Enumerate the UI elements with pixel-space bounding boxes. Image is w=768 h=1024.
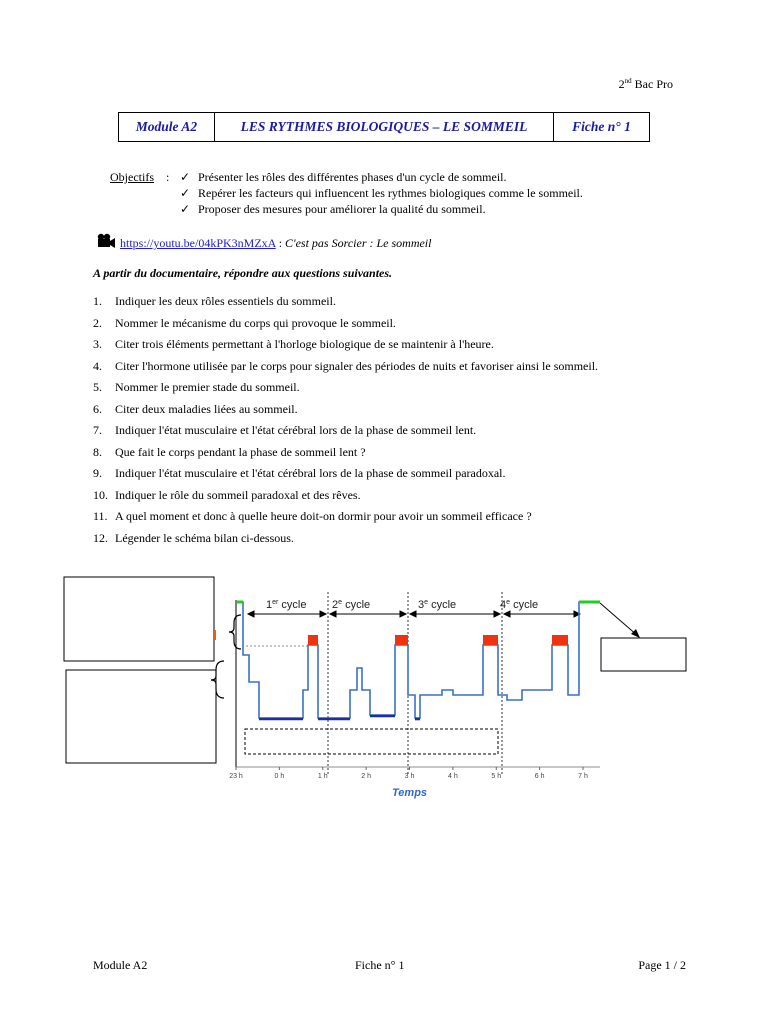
footer-left: Module A2 [93, 958, 148, 972]
checkmark-icon: ✓ [180, 186, 191, 200]
title-cell: LES RYTHMES BIOLOGIQUES – LE SOMMEIL [215, 113, 554, 142]
question-item: 10. Indiquer le rôle du sommeil paradoxal et des rêves. [93, 487, 361, 502]
question-item: 1. Indiquer les deux rôles essentiels du sommeil. [93, 294, 336, 308]
sleep-cycle-diagram [60, 570, 700, 810]
objective-item: ✓ Repérer les facteurs qui influencent les rythmes biologiques comme le sommeil. [180, 186, 583, 200]
video-separator: : [275, 236, 286, 250]
time-tick-label: 3 h [404, 773, 415, 780]
time-tick-label: 2 h [361, 773, 371, 780]
time-tick-label: 23 h [229, 773, 243, 780]
video-link[interactable]: https://youtu.be/04kPK3nMZxA [120, 236, 276, 250]
brace-upper [229, 615, 241, 649]
fiche-cell: Fiche n° 1 [554, 113, 650, 142]
question-item: 2. Nommer le mécanisme du corps qui provoque le sommeil. [93, 315, 396, 330]
camera-icon [96, 233, 116, 253]
question-item: 7. Indiquer l'état musculaire et l'état cérébral lors de la phase de sommeil lent. [93, 423, 477, 437]
cycle-label: 4e cycle [500, 599, 539, 611]
question-item: 3. Citer trois éléments permettant à l'horloge biologique de se maintenir à l'heure. [93, 337, 494, 351]
video-reference [96, 233, 431, 253]
arrow-head [631, 629, 640, 638]
header-table [118, 112, 650, 142]
cycle-label: 2e cycle [332, 599, 371, 611]
time-tick-label: 1 h [317, 773, 328, 780]
objectives-colon: : [166, 170, 170, 184]
instructions-heading: A partir du documentaire, répondre aux questions suivantes. [93, 266, 393, 280]
question-item: 8. Que fait le corps pendant la phase de sommeil lent ? [93, 444, 366, 459]
question-item: 6. Citer deux maladies liées au sommeil. [93, 401, 298, 416]
questions-list [93, 294, 693, 552]
question-item: 4. Citer l'hormone utilisée par le corps pour signaler des périodes de nuits et favoriser ainsi le sommeil. [93, 358, 599, 373]
footer-right: Page 1 / 2 [638, 958, 686, 972]
time-tick-label: 0 h [274, 773, 285, 780]
checkmark-icon: ✓ [180, 170, 191, 184]
question-item: 5. Nommer le premier stade du sommeil. [93, 380, 300, 394]
footer-center: Fiche n° 1 [355, 958, 405, 972]
checkmark-icon: ✓ [180, 202, 191, 216]
objectives-label: Objectifs [110, 170, 154, 184]
cycle-label: 1er cycle [266, 599, 307, 611]
answer-box-dashed[interactable] [245, 729, 498, 754]
answer-box-top-left[interactable] [64, 577, 214, 661]
cycle-label: 3e cycle [418, 599, 457, 611]
class-level-label: 2nd Bac Pro [618, 77, 673, 91]
pointer-arrow [600, 603, 638, 636]
rem-block [308, 635, 318, 645]
video-title: C'est pas Sorcier : Le sommeil [285, 236, 432, 250]
objective-item: ✓ Proposer des mesures pour améliorer la qualité du sommeil. [180, 202, 486, 216]
time-tick-label: 4 h [448, 773, 458, 780]
time-tick-label: 5 h [491, 773, 502, 780]
rem-block [552, 635, 568, 645]
question-item: 11. A quel moment et donc à quelle heure doit-on dormir pour avoir un sommeil efficace ? [93, 509, 532, 523]
rem-block [483, 635, 498, 645]
time-axis-label: Temps [392, 787, 428, 799]
time-tick-label: 7 h [578, 773, 588, 780]
objective-item: ✓ Présenter les rôles des différentes phases d'un cycle de sommeil. [180, 170, 507, 184]
sleep-stage-line [237, 602, 600, 718]
answer-box-right[interactable] [601, 638, 686, 671]
answer-box-bottom-left[interactable] [66, 670, 216, 763]
marker-tick [214, 630, 216, 640]
question-item: 9. Indiquer l'état musculaire et l'état cérébral lors de la phase de sommeil paradoxal. [93, 466, 506, 480]
rem-block [395, 635, 408, 645]
question-item: 12. Légender le schéma bilan ci-dessous. [93, 530, 294, 545]
time-tick-label: 6 h [534, 773, 545, 780]
module-cell: Module A2 [119, 113, 215, 142]
